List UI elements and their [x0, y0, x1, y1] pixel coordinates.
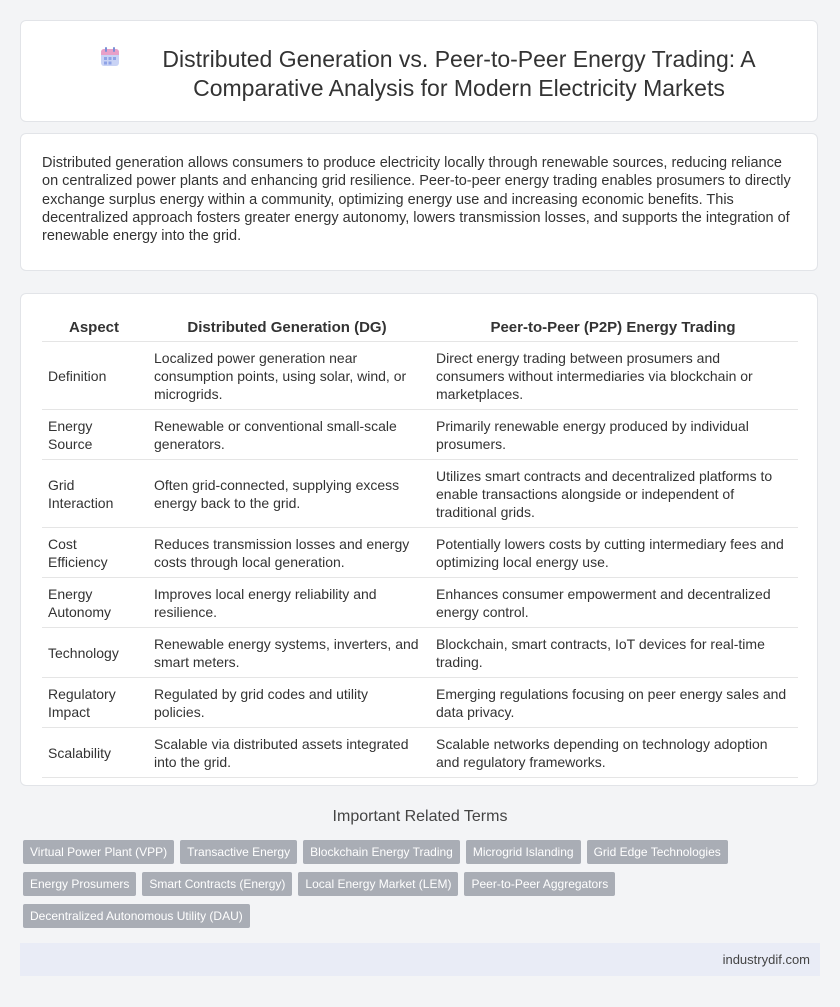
p2p-cell: Utilizes smart contracts and decentralized platforms to enable transactions alongside or independent of traditional grids. [428, 460, 798, 528]
aspect-cell: Technology [42, 628, 146, 678]
related-term-tag[interactable]: Transactive Energy [180, 840, 297, 864]
p2p-cell: Emerging regulations focusing on peer energy sales and data privacy. [428, 678, 798, 728]
table-row [42, 528, 798, 578]
related-terms-title: Important Related Terms [332, 808, 508, 825]
comparison-table [42, 316, 798, 778]
aspect-cell: Cost Efficiency [42, 528, 146, 578]
related-term-tag[interactable]: Decentralized Autonomous Utility (DAU) [23, 904, 250, 928]
related-term-tag[interactable]: Local Energy Market (LEM) [298, 872, 458, 896]
related-term-tag[interactable]: Energy Prosumers [23, 872, 136, 896]
aspect-cell: Regulatory Impact [42, 678, 146, 728]
table-row [42, 678, 798, 728]
p2p-cell: Enhances consumer empowerment and decentralized energy control. [428, 578, 798, 628]
aspect-cell: Energy Source [42, 410, 146, 460]
dg-cell: Localized power generation near consumption points, using solar, wind, or microgrids. [146, 342, 428, 410]
title-card [20, 20, 818, 122]
related-term-tag[interactable]: Virtual Power Plant (VPP) [23, 840, 174, 864]
dg-cell: Scalable via distributed assets integrated into the grid. [146, 728, 428, 778]
aspect-cell: Grid Interaction [42, 460, 146, 528]
aspect-cell: Definition [42, 342, 146, 410]
related-term-tag[interactable]: Microgrid Islanding [466, 840, 581, 864]
table-row [42, 728, 798, 778]
related-term-tag[interactable]: Grid Edge Technologies [587, 840, 728, 864]
calendar-icon [99, 46, 121, 68]
table-row [42, 410, 798, 460]
related-term-tag[interactable]: Smart Contracts (Energy) [142, 872, 292, 896]
p2p-cell: Potentially lowers costs by cutting intermediary fees and optimizing local energy use. [428, 528, 798, 578]
dg-cell: Often grid-connected, supplying excess energy back to the grid. [146, 460, 428, 528]
dg-cell: Reduces transmission losses and energy costs through local generation. [146, 528, 428, 578]
p2p-cell: Scalable networks depending on technology adoption and regulatory frameworks. [428, 728, 798, 778]
p2p-cell: Direct energy trading between prosumers and consumers without intermediaries via blockchain or marketplaces. [428, 342, 798, 410]
table-row [42, 460, 798, 528]
p2p-cell: Blockchain, smart contracts, IoT devices for real-time trading. [428, 628, 798, 678]
table-header-row [42, 316, 798, 342]
dg-cell: Renewable or conventional small-scale generators. [146, 410, 428, 460]
aspect-cell: Energy Autonomy [42, 578, 146, 628]
related-term-tag[interactable]: Blockchain Energy Trading [303, 840, 460, 864]
footer-bar [20, 943, 820, 976]
dg-cell: Regulated by grid codes and utility policies. [146, 678, 428, 728]
header-dg: Distributed Generation (DG) [146, 316, 428, 342]
dg-cell: Improves local energy reliability and resilience. [146, 578, 428, 628]
page-title: Distributed Generation vs. Peer-to-Peer Energy Trading: A Comparative Analysis for Modern Electricity Markets [162, 46, 756, 101]
related-term-tag[interactable]: Peer-to-Peer Aggregators [464, 872, 615, 896]
related-terms-list [23, 840, 823, 936]
table-row [42, 628, 798, 678]
table-row [42, 578, 798, 628]
comparison-card [20, 293, 818, 786]
footer-site-link[interactable]: industrydif.com [722, 952, 810, 967]
aspect-cell: Scalability [42, 728, 146, 778]
p2p-cell: Primarily renewable energy produced by individual prosumers. [428, 410, 798, 460]
header-aspect: Aspect [42, 316, 146, 342]
table-row [42, 342, 798, 410]
intro-paragraph: Distributed generation allows consumers to produce electricity locally through renewable sources, reducing reliance on centralized power plants and enhancing grid resilience. Peer-to-peer energy trading enables prosumers to directly exchange surplus energy within a community, optimizing energy use and increasing economic benefits. This decentralized approach fosters greater energy autonomy, lowers transmission losses, and supports the integration of renewable energy into the grid. [42, 155, 791, 245]
dg-cell: Renewable energy systems, inverters, and smart meters. [146, 628, 428, 678]
intro-card [20, 133, 818, 271]
header-p2p: Peer-to-Peer (P2P) Energy Trading [428, 316, 798, 342]
